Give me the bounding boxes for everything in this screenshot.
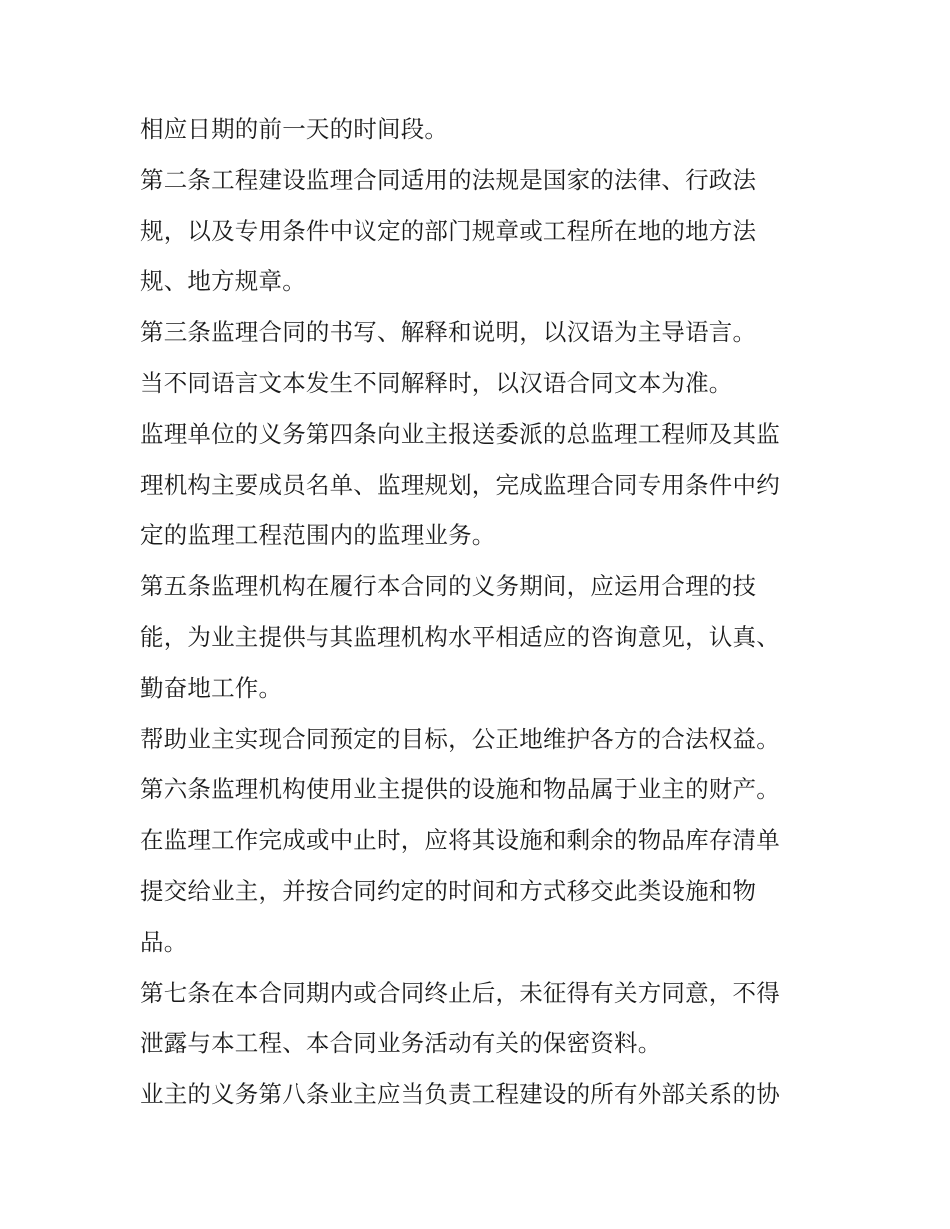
text-line: 第二条工程建设监理合同适用的法规是国家的法律、行政法 xyxy=(140,165,757,194)
text-line: 业主的义务第八条业主应当负责工程建设的所有外部关系的协 xyxy=(140,1080,780,1109)
text-line: 第五条监理机构在履行本合同的义务期间，应运用合理的技 xyxy=(140,572,757,601)
text-line: 定的监理工程范围内的监理业务。 xyxy=(140,521,496,550)
text-line: 第六条监理机构使用业主提供的设施和物品属于业主的财产。 xyxy=(140,775,780,804)
text-line: 当不同语言文本发生不同解释时，以汉语合同文本为准。 xyxy=(140,368,733,397)
text-line: 第七条在本合同期内或合同终止后，未征得有关方同意，不得 xyxy=(140,978,780,1007)
text-line: 品。 xyxy=(140,927,188,956)
document-body xyxy=(140,104,820,1120)
text-line: 帮助业主实现合同预定的目标，公正地维护各方的合法权益。 xyxy=(140,724,780,753)
text-line: 能，为业主提供与其监理机构水平相适应的咨询意见，认真、 xyxy=(140,622,780,651)
text-line: 第三条监理合同的书写、解释和说明，以汉语为主导语言。 xyxy=(140,318,757,347)
text-line: 勤奋地工作。 xyxy=(140,673,283,702)
text-line: 在监理工作完成或中止时，应将其设施和剩余的物品库存清单 xyxy=(140,826,780,855)
text-line: 监理单位的义务第四条向业主报送委派的总监理工程师及其监 xyxy=(140,419,780,448)
text-line: 泄露与本工程、本合同业务活动有关的保密资料。 xyxy=(140,1029,662,1058)
text-line: 规、地方规章。 xyxy=(140,267,306,296)
text-line: 相应日期的前一天的时间段。 xyxy=(140,115,449,143)
text-line: 规，以及专用条件中议定的部门规章或工程所在地的地方法 xyxy=(140,216,757,245)
text-line: 提交给业主，并按合同约定的时间和方式移交此类设施和物 xyxy=(140,876,757,905)
text-line: 理机构主要成员名单、监理规划，完成监理合同专用条件中约 xyxy=(140,470,780,499)
